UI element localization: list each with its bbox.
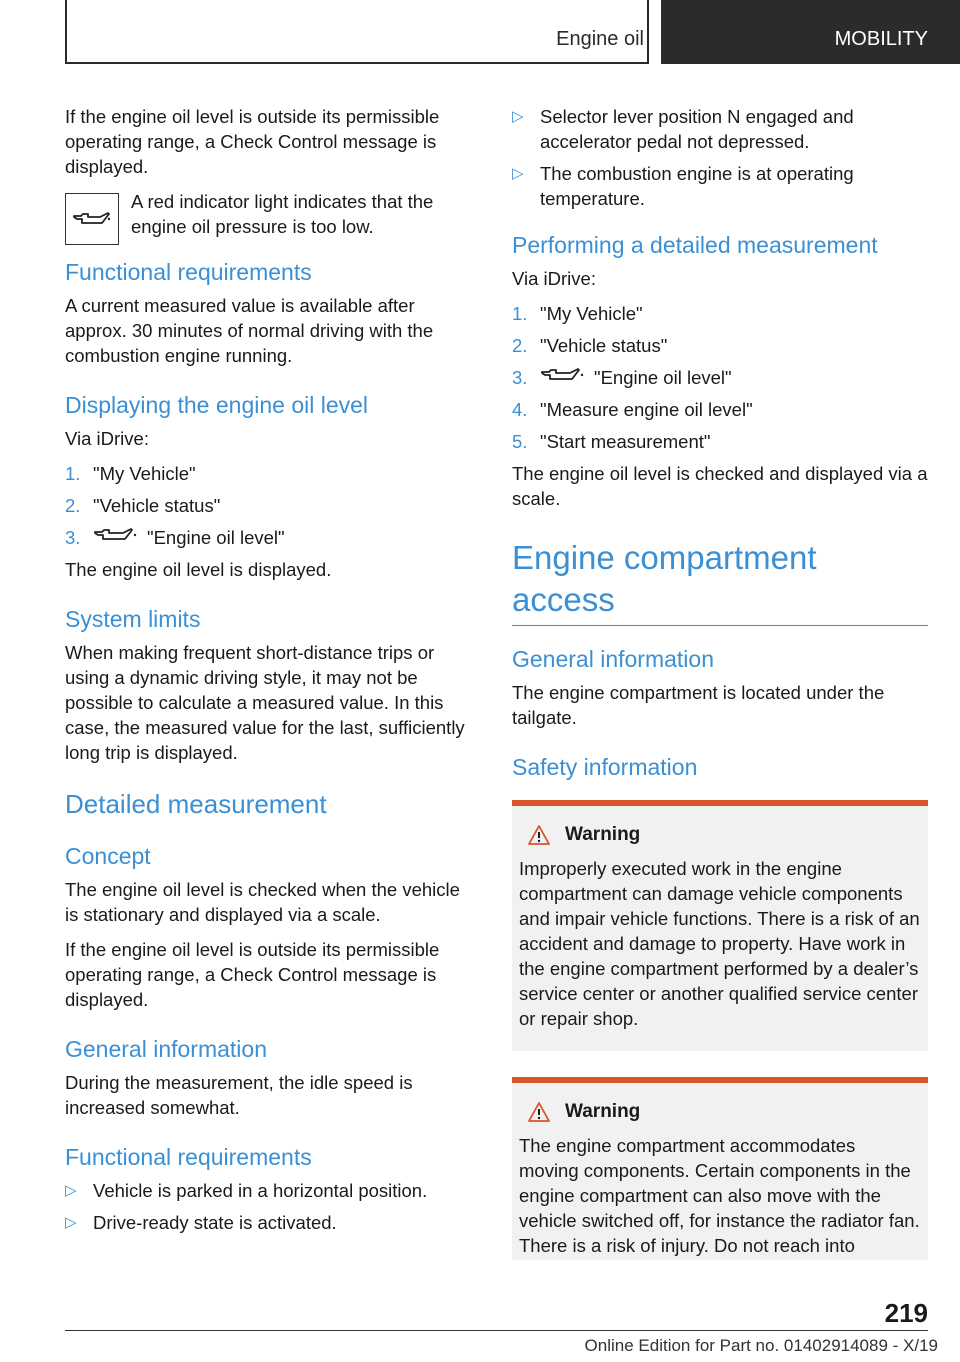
step-label: "Vehicle status" [540, 335, 668, 356]
intro-text: If the engine oil level is outside its permissible operating range, a Check Control message is displayed. [65, 106, 440, 177]
list-item [65, 493, 477, 518]
engine-compartment-heading: Engine compartment access [512, 537, 928, 626]
general-information-text: During the measurement, the idle speed is increased somewhat. [65, 1072, 413, 1118]
list-item [512, 161, 928, 211]
warning-title-text: Warning [565, 1101, 641, 1122]
system-limits-text: When making frequent short-distance trips or using a dynamic driving style, it may not be possible to calculate a measured value. In this case, the measured value for the last, sufficiently long trip is displayed. [65, 642, 465, 763]
warning-title [519, 824, 920, 846]
list-item-text: Selector lever position N engaged and accelerator pedal not depressed. [540, 106, 854, 152]
via-idrive-text: Via iDrive: [512, 268, 596, 289]
list-item [65, 525, 477, 550]
warning-text: The engine compartment accommodates moving components. Certain components in the engine compartment can also move with the vehicle switched off, for instance the radiator fan. There is a risk of injury. Do not reach into [519, 1135, 920, 1256]
display-oil-level-heading: Displaying the engine oil level [65, 392, 369, 418]
functional-requirements-2-heading: Functional requirements [65, 1144, 312, 1170]
list-item [512, 104, 928, 154]
triangle-bullet-icon: ▷ [512, 165, 524, 182]
list-item [512, 397, 928, 422]
header-chapter-tab: MOBILITY [661, 0, 960, 64]
footer-edition: Online Edition for Part no. 01402914089 - X/19 [584, 1336, 938, 1355]
detailed-measurement-heading: Detailed measurement [65, 789, 327, 819]
step-number: 5. [512, 431, 528, 452]
list-item-text: Drive-ready state is activated. [93, 1212, 337, 1233]
step-label: "Vehicle status" [93, 495, 221, 516]
concept-text-2: If the engine oil level is outside its permissible operating range, a Check Control message is displayed. [65, 939, 440, 1010]
step-number: 3. [512, 367, 528, 388]
step-number: 4. [512, 399, 528, 420]
concept-heading: Concept [65, 843, 151, 869]
measurement-steps-list [512, 301, 928, 454]
list-item [512, 301, 928, 326]
step-number: 2. [512, 335, 528, 356]
oil-can-icon [540, 365, 586, 390]
displayed-text: The engine oil level is displayed. [65, 559, 332, 580]
concept-text-1: The engine oil level is checked when the vehicle is stationary and displayed via a scale. [65, 879, 460, 925]
warning-box-2 [512, 1077, 928, 1260]
perform-measurement-heading: Performing a detailed measurement [512, 232, 878, 258]
right-column [512, 104, 928, 1274]
warning-title-text: Warning [565, 824, 641, 845]
list-item [65, 1178, 477, 1203]
list-item [512, 429, 928, 454]
list-item [512, 333, 928, 358]
safety-information-heading: Safety information [512, 754, 698, 780]
footer-divider [65, 1330, 928, 1331]
display-steps-list [65, 461, 477, 550]
system-limits-heading: System limits [65, 606, 201, 632]
list-item [65, 461, 477, 486]
triangle-bullet-icon: ▷ [65, 1214, 77, 1231]
general-information-text: The engine compartment is located under the tailgate. [512, 682, 885, 728]
functional-requirements-heading: Functional requirements [65, 259, 312, 285]
measurement-result-text: The engine oil level is checked and displayed via a scale. [512, 463, 928, 509]
page-number: 219 [884, 1298, 928, 1328]
warning-triangle-icon [527, 1101, 551, 1123]
via-idrive-text: Via iDrive: [65, 428, 149, 449]
list-item [65, 1210, 477, 1235]
step-label: "Start measurement" [540, 431, 711, 452]
indicator-note [65, 189, 477, 245]
list-item [512, 365, 928, 390]
oil-can-icon [65, 193, 119, 245]
warning-box-1 [512, 800, 928, 1051]
step-label: "My Vehicle" [540, 303, 643, 324]
warning-triangle-icon [527, 824, 551, 846]
header-section-title: Engine oil [556, 28, 644, 50]
functional-requirements-text: A current measured value is available after approx. 30 minutes of normal driving with the combustion engine running. [65, 295, 434, 366]
list-item-text: The combustion engine is at operating temperature. [540, 163, 854, 209]
step-label: "Measure engine oil level" [540, 399, 753, 420]
step-label: "Engine oil level" [147, 527, 285, 548]
warning-text: Improperly executed work in the engine compartment can damage vehicle components and impair vehicle functions. There is a risk of an accident and damage to property. Have work in the engine compartment performed by a dealer’s service center or another qualified service center or repair shop. [519, 858, 920, 1029]
step-number: 3. [65, 527, 81, 548]
general-information-heading: General information [65, 1036, 267, 1062]
left-column [65, 104, 477, 1242]
indicator-note-text: A red indicator light indicates that the engine oil pressure is too low. [131, 191, 434, 237]
step-label: "My Vehicle" [93, 463, 196, 484]
warning-title [519, 1101, 920, 1123]
oil-can-icon [93, 525, 139, 550]
general-information-heading: General information [512, 646, 714, 672]
triangle-bullet-icon: ▷ [512, 108, 524, 125]
triangle-bullet-icon: ▷ [65, 1182, 77, 1199]
requirements-list [65, 1178, 477, 1235]
step-number: 2. [65, 495, 81, 516]
step-number: 1. [65, 463, 81, 484]
requirements-list-continued [512, 104, 928, 211]
step-number: 1. [512, 303, 528, 324]
list-item-text: Vehicle is parked in a horizontal position. [93, 1180, 428, 1201]
step-label: "Engine oil level" [594, 367, 732, 388]
